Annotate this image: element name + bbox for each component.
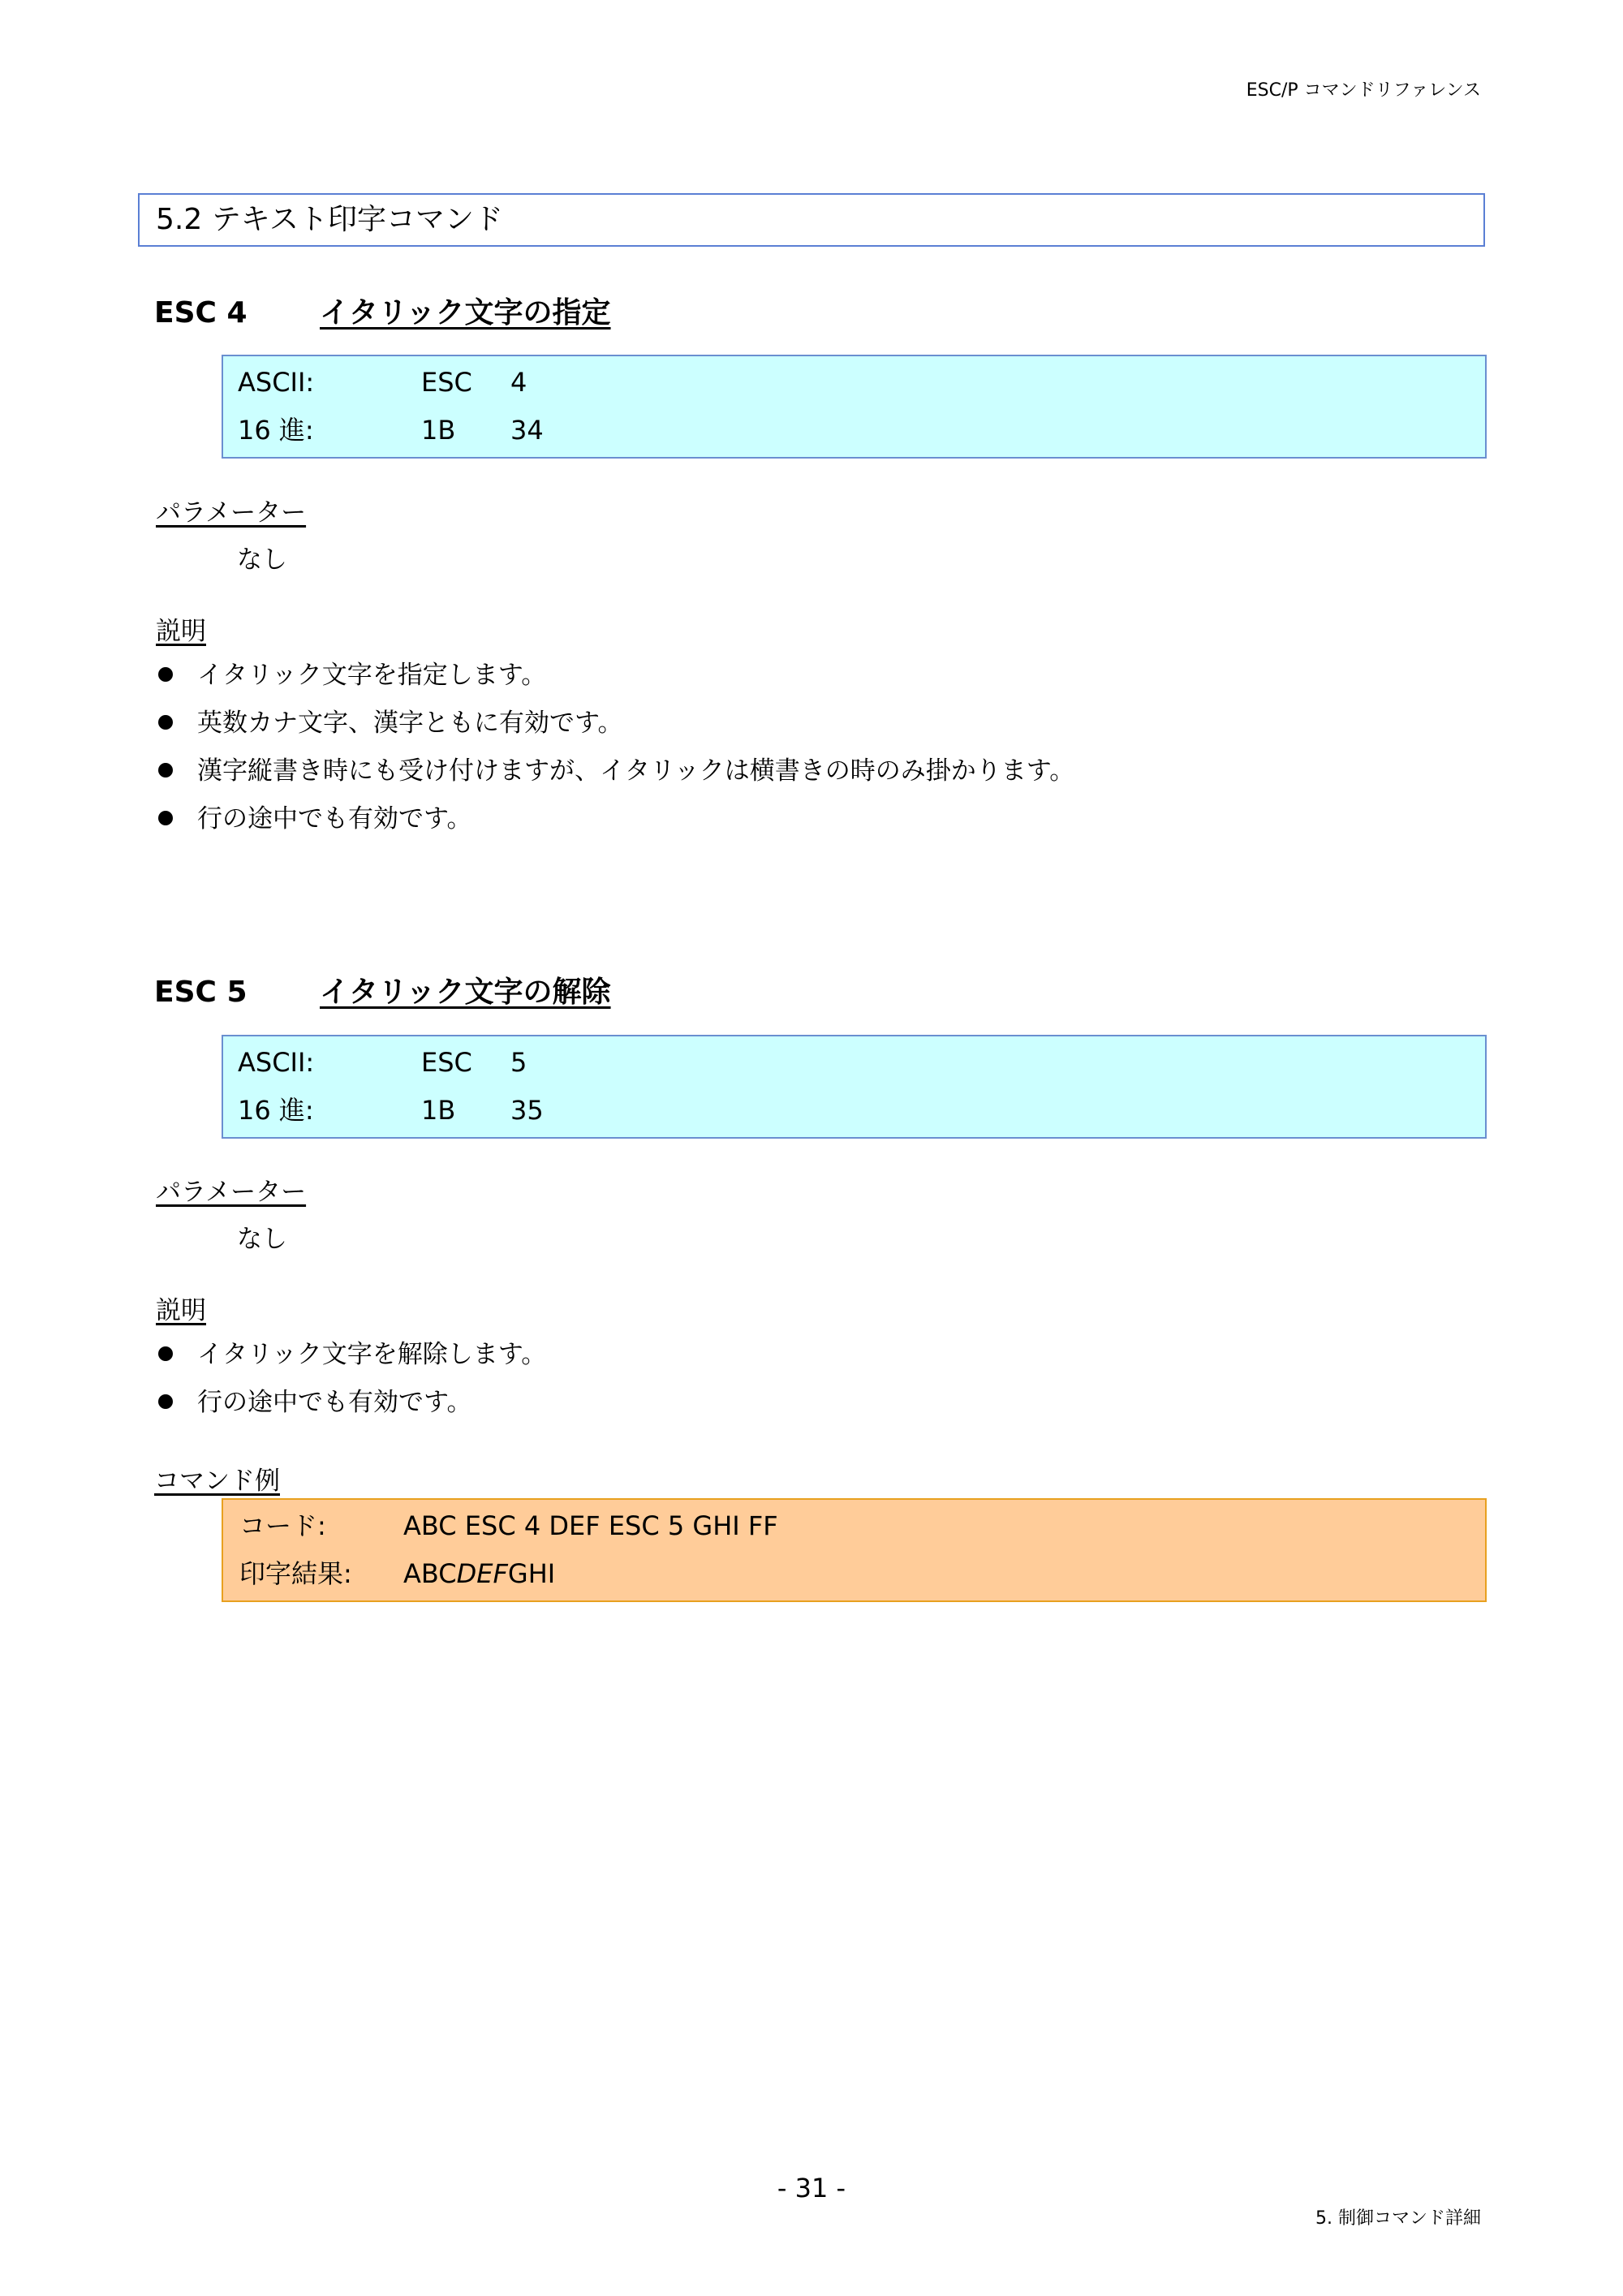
bullet-icon — [158, 1394, 173, 1409]
ascii-label: ASCII: — [238, 367, 315, 398]
hex-label: 16 進: — [238, 415, 314, 446]
section-title: 5.2 テキスト印字コマンド — [138, 193, 1485, 247]
bullet-icon — [158, 811, 173, 825]
list-item: イタリック文字を解除します。 — [157, 1338, 546, 1386]
hex-value-1: 1B — [421, 1095, 456, 1126]
hex-value-1: 1B — [421, 415, 456, 446]
bullet-icon — [158, 715, 173, 730]
ascii-value-1: ESC — [421, 367, 472, 398]
example-code-value: ABC ESC 4 DEF ESC 5 GHI FF — [403, 1510, 778, 1541]
description-list-esc5 — [157, 1338, 546, 1434]
bullet-icon — [158, 763, 173, 778]
parameters-label: パラメーター — [156, 498, 307, 528]
ascii-value-2: 4 — [510, 367, 527, 398]
command-name: ESC 4 — [154, 296, 248, 330]
example-code-label: コード: — [239, 1510, 326, 1541]
list-item: 行の途中でも有効です。 — [157, 803, 1074, 851]
description-label: 説明 — [156, 1296, 206, 1325]
list-item: 漢字縦書き時にも受け付けますが、イタリックは横書きの時のみ掛かります。 — [157, 755, 1074, 803]
parameters-value: なし — [237, 1225, 287, 1254]
command-heading: イタリック文字の指定 — [320, 296, 611, 330]
list-item: 英数カナ文字、漢字ともに有効です。 — [157, 707, 1074, 755]
ascii-value-1: ESC — [421, 1047, 472, 1078]
description-list-esc4 — [157, 659, 1074, 851]
command-heading: イタリック文字の解除 — [320, 976, 611, 1009]
list-item: 行の途中でも有効です。 — [157, 1386, 546, 1434]
hex-label: 16 進: — [238, 1095, 314, 1126]
list-item: イタリック文字を指定します。 — [157, 659, 1074, 707]
ascii-value-2: 5 — [510, 1047, 527, 1078]
example-label: コマンド例 — [154, 1467, 280, 1496]
code-box-esc4 — [222, 355, 1487, 459]
parameters-label: パラメーター — [156, 1178, 307, 1207]
chapter-footer: 5. 制御コマンド詳細 — [1315, 2208, 1481, 2229]
bullet-icon — [158, 1346, 173, 1361]
running-header: ESC/P コマンドリファレンス — [1246, 80, 1481, 101]
example-box — [222, 1498, 1487, 1602]
hex-value-2: 34 — [510, 415, 544, 446]
example-result-value: ABCDEFGHI — [403, 1558, 556, 1589]
hex-value-2: 35 — [510, 1095, 544, 1126]
parameters-value: なし — [237, 545, 287, 575]
page-number: - 31 - — [777, 2173, 846, 2203]
ascii-label: ASCII: — [238, 1047, 315, 1078]
example-result-label: 印字結果: — [239, 1558, 352, 1589]
description-label: 説明 — [156, 617, 206, 646]
bullet-icon — [158, 667, 173, 682]
command-title-esc5 — [154, 969, 611, 1010]
code-box-esc5 — [222, 1035, 1487, 1139]
command-name: ESC 5 — [154, 976, 248, 1009]
command-title-esc4 — [154, 290, 611, 331]
